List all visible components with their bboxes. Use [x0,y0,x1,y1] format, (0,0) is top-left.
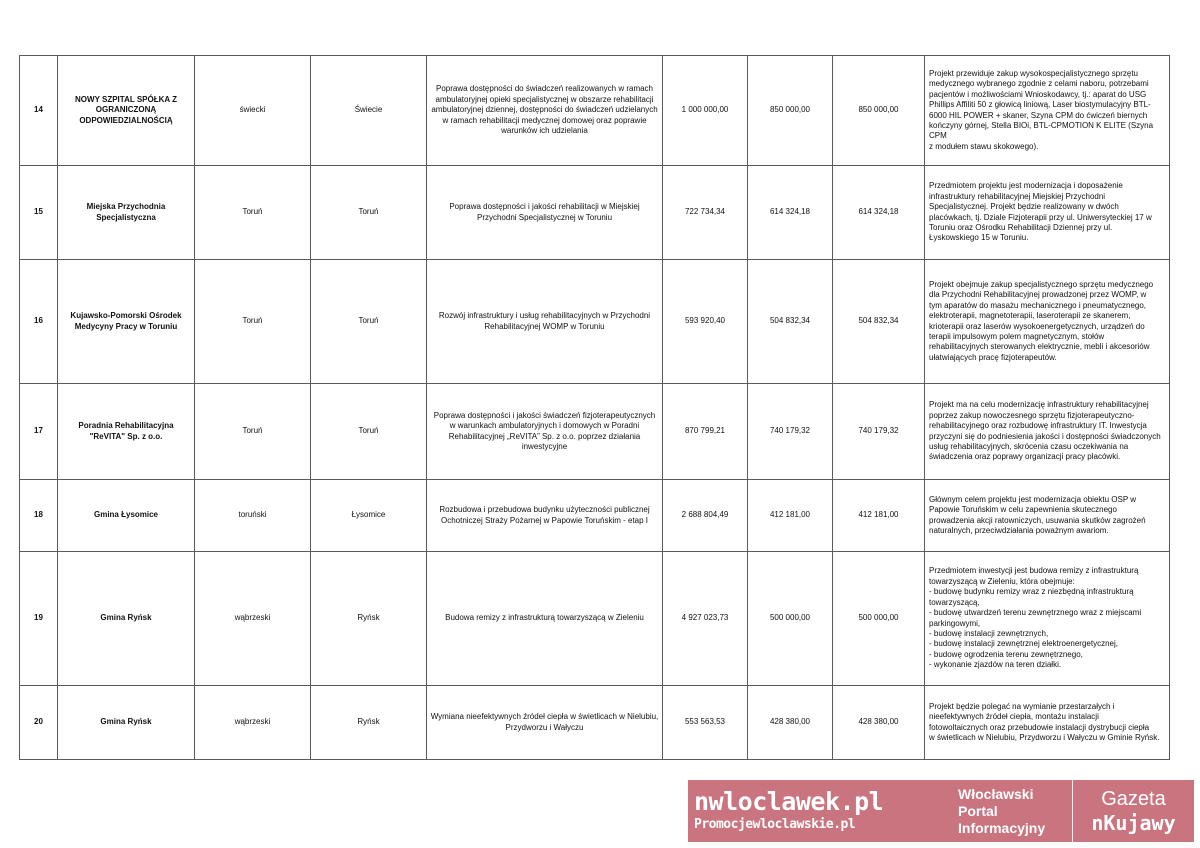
cofinancing-value: 614 324,18 [833,166,925,260]
total-value: 722 734,34 [663,166,748,260]
watermark-nkujawy: nKujawy [1091,811,1176,835]
municipality: Ryńsk [311,552,427,686]
cofinancing-value: 850 000,00 [833,56,925,166]
municipality: Świecie [311,56,427,166]
cofinancing-value: 504 832,34 [833,260,925,384]
municipality: Łysomice [311,480,427,552]
eligible-value: 850 000,00 [748,56,833,166]
project-description: Projekt obejmuje zakup specjalistycznego sprzętu medycznego dla Przychodni Rehabilitacyjnej prowadzonej przez WOMP, w tym aparatów do masażu mechanicznego i pneumatycznego, elektroterapii, magnetoterapii, laseroterapii ze skanerem, krioterapii oraz laserów wysokoenergetycznych, urządzeń do terapii impulsowym polem magnetycznym, stołów rehabilitacyjnych sterowanych elektrycznie, mebli i akcesoriów ułatwiających pracę fizjoterapeutów. [925,260,1170,384]
total-value: 4 927 023,73 [663,552,748,686]
county: Toruń [195,260,311,384]
total-value: 2 688 804,49 [663,480,748,552]
row-number: 19 [20,552,58,686]
table-row [20,384,1170,480]
eligible-value: 614 324,18 [748,166,833,260]
county: Toruń [195,166,311,260]
watermark-portal-block [954,780,1073,842]
watermark-site-block [688,780,954,842]
beneficiary-name: Kujawsko-Pomorski Ośrodek Medycyny Pracy w Toruniu [58,260,195,384]
total-value: 870 799,21 [663,384,748,480]
beneficiary-name: Gmina Ryńsk [58,686,195,760]
projects-table [19,55,1170,760]
table-row [20,686,1170,760]
municipality: Toruń [311,260,427,384]
county: świecki [195,56,311,166]
row-number: 15 [20,166,58,260]
row-number: 16 [20,260,58,384]
beneficiary-name: Gmina Łysomice [58,480,195,552]
project-description: Projekt przewiduje zakup wysokospecjalistycznego sprzętu medycznego wybranego zgodnie z celami naboru, potrzebami pacjentów i możliwościami Wnioskodawcy, tj.: aparat do USG Phillips Affiliti 50 z głowicą liniową, Laser biostymulacyjny BTL- 6000 HIL POWER + skaner, Szyna CPM do ćwiczeń biernych kończyny górnej, Stella BIOi, BTL-CPMOTION K ELITE (Szyna CPM z modułem stawu skokowego). [925,56,1170,166]
total-value: 1 000 000,00 [663,56,748,166]
project-description: Projekt będzie polegać na wymianie przestarzałych i nieefektywnych źródeł ciepła, montażu instalacji fotowoltaicznych oraz przebudowie instalacji dystrybucji ciepła w świetlicach w Nielubiu, Przydworzu i Wałyczu w Gminie Ryńsk. [925,686,1170,760]
watermark-site-sub: Promocjewloclawskie.pl [694,817,856,832]
beneficiary-name: Poradnia Rehabilitacyjna "ReVITA" Sp. z o.o. [58,384,195,480]
project-title: Poprawa dostępności i jakości świadczeń fizjoterapeutycznych w warunkach ambulatoryjnych i domowych w Poradni Rehabilitacyjnej „ReVITA” Sp. z o.o. poprzez działania inwestycyjne [427,384,663,480]
county: wąbrzeski [195,552,311,686]
row-number: 20 [20,686,58,760]
project-title: Rozbudowa i przebudowa budynku użyteczności publicznej Ochotniczej Straży Pożarnej w Papowie Toruńskim - etap I [427,480,663,552]
table-body [20,56,1170,760]
eligible-value: 740 179,32 [748,384,833,480]
beneficiary-name: Gmina Ryńsk [58,552,195,686]
cofinancing-value: 428 380,00 [833,686,925,760]
project-title: Budowa remizy z infrastrukturą towarzyszącą w Zieleniu [427,552,663,686]
row-number: 14 [20,56,58,166]
project-description: Przedmiotem inwestycji jest budowa remizy z infrastrukturą towarzyszącą w Zieleniu, która obejmuje: - budowę budynku remizy wraz z niezbędną infrastrukturą towarzyszącą, - budowę utwardzeń terenu zewnętrznego wraz z miejscami parkingowymi, - budowę instalacji zewnętrznych, - budowę instalacji zewnętrznej elektroenergetycznej, - budowę ogrodzenia terenu zewnętrznego, - wykonanie zjazdów na teren działki. [925,552,1170,686]
eligible-value: 504 832,34 [748,260,833,384]
eligible-value: 500 000,00 [748,552,833,686]
watermark-portal-line1: Włocławski [958,785,1034,802]
watermark-gazeta-block [1073,780,1194,842]
county: wąbrzeski [195,686,311,760]
table-row [20,552,1170,686]
row-number: 18 [20,480,58,552]
project-title: Poprawa dostępności i jakości rehabilitacji w Miejskiej Przychodni Specjalistycznej w Toruniu [427,166,663,260]
municipality: Toruń [311,166,427,260]
watermark-gazeta: Gazeta [1101,788,1166,810]
cofinancing-value: 740 179,32 [833,384,925,480]
watermark-site-name: nwloclawek.pl [694,787,884,816]
county: Toruń [195,384,311,480]
cofinancing-value: 500 000,00 [833,552,925,686]
eligible-value: 412 181,00 [748,480,833,552]
project-title: Wymiana nieefektywnych źródeł ciepła w świetlicach w Nielubiu, Przydworzu i Wałyczu [427,686,663,760]
county: toruński [195,480,311,552]
watermark-portal-line3: Informacyjny [958,819,1046,836]
project-description: Głównym celem projektu jest modernizacja obiektu OSP w Papowie Toruńskim w celu zapewnienia skutecznego prowadzenia akcji ratowniczych, usuwania skutków zagrożeń naturalnych, przeciwdziałania poważnym awariom. [925,480,1170,552]
municipality: Ryńsk [311,686,427,760]
municipality: Toruń [311,384,427,480]
project-title: Rozwój infrastruktury i usług rehabilitacyjnych w Przychodni Rehabilitacyjnej WOMP w Toruniu [427,260,663,384]
project-description: Przedmiotem projektu jest modernizacja i doposażenie infrastruktury rehabilitacyjnej Miejskiej Przychodni Specjalistycznej. Projekt będzie realizowany w dwóch placówkach, tj. Dziale Fizjoterapii przy ul. Uniwersyteckiej 17 w Toruniu oraz Ośrodku Rehabilitacji Dziennej przy ul. Łyskowskiego 15 w Toruniu. [925,166,1170,260]
watermark-portal-line2: Portal [958,802,998,819]
table-row [20,56,1170,166]
project-description: Projekt ma na celu modernizację infrastruktury rehabilitacyjnej poprzez zakup nowoczesnego sprzętu fizjoterapeutyczno- rehabilitacyjnego oraz rozbudowę infrastruktury IT. Inwestycja przyczyni się do podniesienia jakości i dostępności świadczonych usług rehabilitacyjnych, skrócenia czasu oczekiwania na świadczenia oraz poprawy organizacji pracy placówki. [925,384,1170,480]
row-number: 17 [20,384,58,480]
beneficiary-name: NOWY SZPITAL SPÓŁKA Z OGRANICZONĄ ODPOWIEDZIALNOŚCIĄ [58,56,195,166]
cofinancing-value: 412 181,00 [833,480,925,552]
table-row [20,166,1170,260]
table-row [20,480,1170,552]
table-row [20,260,1170,384]
beneficiary-name: Miejska Przychodnia Specjalistyczna [58,166,195,260]
total-value: 553 563,53 [663,686,748,760]
watermark-banner [688,780,1194,842]
eligible-value: 428 380,00 [748,686,833,760]
project-title: Poprawa dostępności do świadczeń realizowanych w ramach ambulatoryjnej opieki specjalistycznej w obszarze rehabilitacji ambulatoryjnej dziennej, dostępności do świadczeń udzielanych w ramach rehabilitacji medycznej domowej oraz poprawie warunków ich udzielania [427,56,663,166]
total-value: 593 920,40 [663,260,748,384]
